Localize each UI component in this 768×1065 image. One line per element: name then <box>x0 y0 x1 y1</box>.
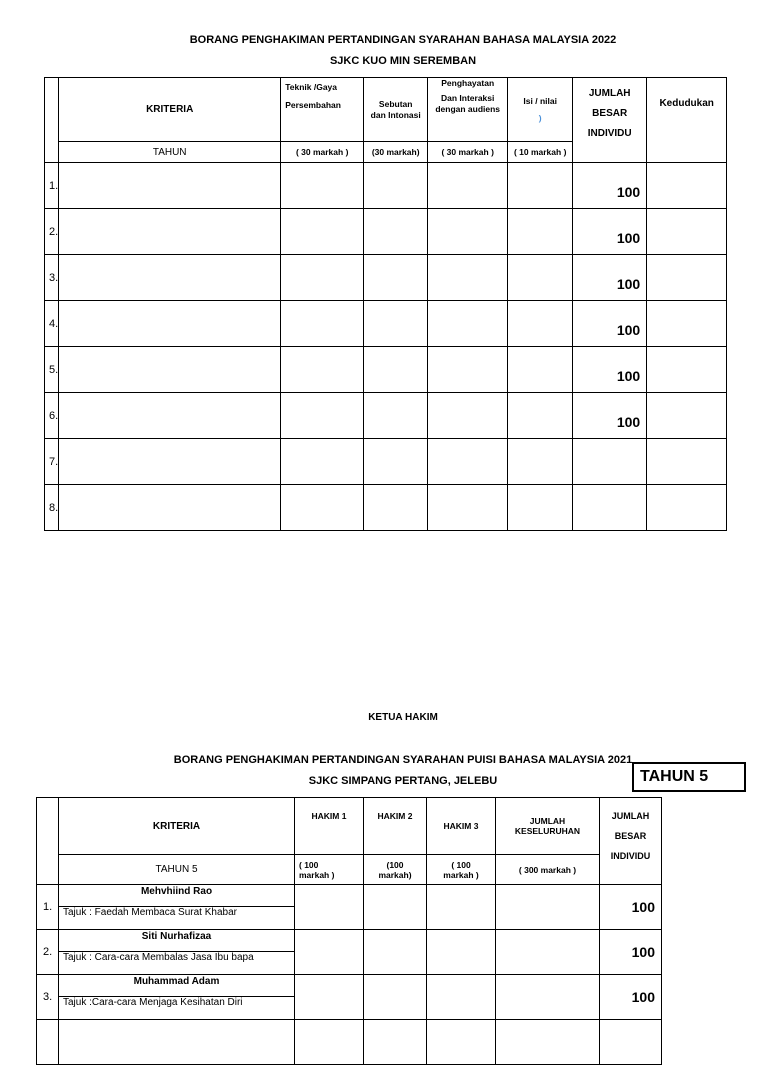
kriteria-cell[interactable] <box>59 347 281 393</box>
hakim3-marks: ( 100 markah ) <box>427 855 496 885</box>
table-row <box>37 975 662 1020</box>
jumlah-header: JUMLAH BESAR INDIVIDU <box>573 78 647 163</box>
row-number: 3. <box>37 975 59 1020</box>
row-index-header <box>45 78 59 163</box>
hakim2-cell[interactable] <box>364 975 427 1020</box>
participant-name: Siti Nurhafizaa <box>59 931 294 952</box>
teknik-cell[interactable] <box>281 301 364 347</box>
hakim1-cell[interactable] <box>295 975 364 1020</box>
table-row <box>45 393 727 439</box>
teknik-cell[interactable] <box>281 163 364 209</box>
sebutan-cell[interactable] <box>364 255 428 301</box>
jumlah-keseluruhan-cell[interactable] <box>496 1020 600 1065</box>
participant-topic: Tajuk : Cara-cara Membalas Jasa Ibu bapa <box>63 951 254 963</box>
hakim3-cell[interactable] <box>427 975 496 1020</box>
table-row <box>45 301 727 347</box>
hakim1-header: HAKIM 1 <box>295 798 364 855</box>
participant-name: Muhammad Adam <box>59 976 294 997</box>
form2-school: SJKC SIMPANG PERTANG, JELEBU <box>308 775 498 787</box>
jumlah-cell: 100 <box>573 209 647 255</box>
jumlah-cell <box>573 439 647 485</box>
teknik-header: Teknik /Gaya Persembahan <box>281 78 364 142</box>
sebutan-cell[interactable] <box>364 301 428 347</box>
row-number: 2. <box>45 209 59 255</box>
hakim2-cell[interactable] <box>364 1020 427 1065</box>
jumlah-keseluruhan-cell[interactable] <box>496 930 600 975</box>
row-number: 1. <box>45 163 59 209</box>
kriteria-header: KRITERIA <box>59 78 281 142</box>
hakim3-cell[interactable] <box>427 885 496 930</box>
teknik-marks: ( 30 markah ) <box>281 142 364 163</box>
isi-cell[interactable] <box>508 301 573 347</box>
kedudukan-cell[interactable] <box>647 485 727 531</box>
table-row <box>37 885 662 930</box>
form1-title: BORANG PENGHAKIMAN PERTANDINGAN SYARAHAN BAHASA MALAYSIA 2022 <box>189 34 617 46</box>
tahun-label: TAHUN 5 <box>59 855 295 885</box>
sebutan-cell[interactable] <box>364 393 428 439</box>
penghayatan-cell[interactable] <box>428 209 508 255</box>
row-number: 4. <box>45 301 59 347</box>
jumlah-cell: 100 <box>573 347 647 393</box>
isi-cell[interactable] <box>508 439 573 485</box>
penghayatan-marks: ( 30 markah ) <box>428 142 508 163</box>
row-number: 6. <box>45 393 59 439</box>
table-row <box>37 930 662 975</box>
isi-cell[interactable] <box>508 163 573 209</box>
sebutan-cell[interactable] <box>364 347 428 393</box>
table-row <box>45 439 727 485</box>
kedudukan-cell[interactable] <box>647 255 727 301</box>
penghayatan-cell[interactable] <box>428 485 508 531</box>
isi-cell[interactable] <box>508 485 573 531</box>
kedudukan-cell[interactable] <box>647 163 727 209</box>
hakim2-header: HAKIM 2 <box>364 798 427 855</box>
row-number: 5. <box>45 347 59 393</box>
tahun-label: TAHUN <box>59 142 281 163</box>
jumlah-cell: 100 <box>573 301 647 347</box>
penghayatan-cell[interactable] <box>428 393 508 439</box>
ketua-hakim-label: KETUA HAKIM <box>368 712 438 723</box>
total-marks: ( 300 markah ) <box>496 855 600 885</box>
isi-cell[interactable] <box>508 347 573 393</box>
kedudukan-cell[interactable] <box>647 301 727 347</box>
row-number: 1. <box>37 885 59 930</box>
kriteria-cell[interactable] <box>59 163 281 209</box>
isi-cell[interactable] <box>508 393 573 439</box>
table-row <box>45 209 727 255</box>
table-row <box>45 255 727 301</box>
form2-table <box>36 797 662 1065</box>
isi-header: Isi / nilai ) <box>508 78 573 142</box>
kriteria-cell[interactable] <box>59 439 281 485</box>
isi-cell[interactable] <box>508 255 573 301</box>
jumlah-header: JUMLAH BESAR INDIVIDU <box>600 798 662 885</box>
hakim3-cell[interactable] <box>427 930 496 975</box>
sebutan-cell[interactable] <box>364 485 428 531</box>
teknik-cell[interactable] <box>281 485 364 531</box>
kedudukan-cell[interactable] <box>647 439 727 485</box>
kriteria-cell[interactable] <box>59 485 281 531</box>
jumlah-cell: 100 <box>600 885 662 930</box>
row-number: 2. <box>37 930 59 975</box>
hakim2-marks: (100 markah) <box>364 855 427 885</box>
hakim1-cell[interactable] <box>295 885 364 930</box>
jumlah-cell: 100 <box>573 393 647 439</box>
isi-marks: ( 10 markah ) <box>508 142 573 163</box>
kriteria-cell[interactable] <box>59 209 281 255</box>
form1-table <box>44 77 727 531</box>
kriteria-cell[interactable] <box>59 301 281 347</box>
participant-cell <box>59 975 295 1020</box>
table-row-partial <box>37 1020 662 1065</box>
form1-school: SJKC KUO MIN SEREMBAN <box>329 55 477 67</box>
participant-topic: Tajuk :Cara-cara Menjaga Kesihatan Diri <box>63 996 243 1008</box>
row-number: 8. <box>45 485 59 531</box>
teknik-cell[interactable] <box>281 255 364 301</box>
kriteria-cell[interactable] <box>59 255 281 301</box>
hakim1-marks: ( 100 markah ) <box>295 855 364 885</box>
row-index-header <box>37 798 59 885</box>
participant-name: Mehvhiind Rao <box>59 886 294 907</box>
kriteria-cell[interactable] <box>59 393 281 439</box>
participant-cell <box>59 885 295 930</box>
kedudukan-cell[interactable] <box>647 209 727 255</box>
sebutan-cell[interactable] <box>364 209 428 255</box>
sebutan-header: Sebutan dan Intonasi <box>364 78 428 142</box>
form2-title: BORANG PENGHAKIMAN PERTANDINGAN SYARAHAN PUISI BAHASA MALAYSIA 2021 <box>173 754 633 766</box>
teknik-cell[interactable] <box>281 347 364 393</box>
sebutan-cell[interactable] <box>364 163 428 209</box>
hakim3-header: HAKIM 3 <box>427 798 496 855</box>
teknik-cell[interactable] <box>281 439 364 485</box>
kedudukan-cell[interactable] <box>647 393 727 439</box>
hakim2-cell[interactable] <box>364 885 427 930</box>
penghayatan-cell[interactable] <box>428 255 508 301</box>
penghayatan-cell[interactable] <box>428 301 508 347</box>
table-row <box>45 163 727 209</box>
row-number: 7. <box>45 439 59 485</box>
isi-cell[interactable] <box>508 209 573 255</box>
teknik-cell[interactable] <box>281 209 364 255</box>
sebutan-marks: (30 markah) <box>364 142 428 163</box>
table-row <box>45 485 727 531</box>
jumlah-keseluruhan-cell[interactable] <box>496 975 600 1020</box>
jumlah-keseluruhan-header: JUMLAH KESELURUHAN <box>496 798 600 855</box>
participant-cell <box>59 930 295 975</box>
row-number: 3. <box>45 255 59 301</box>
jumlah-cell: 100 <box>573 255 647 301</box>
tahun-badge: TAHUN 5 <box>632 762 746 792</box>
jumlah-cell <box>600 1020 662 1065</box>
hakim2-cell[interactable] <box>364 930 427 975</box>
penghayatan-header: Penghayatan Dan Interaksi dengan audiens <box>428 78 508 142</box>
penghayatan-cell[interactable] <box>428 163 508 209</box>
jumlah-cell: 100 <box>600 930 662 975</box>
penghayatan-cell[interactable] <box>428 439 508 485</box>
hakim3-cell[interactable] <box>427 1020 496 1065</box>
hakim1-cell[interactable] <box>295 930 364 975</box>
sebutan-cell[interactable] <box>364 439 428 485</box>
kriteria-header: KRITERIA <box>59 798 295 855</box>
row-number <box>37 1020 59 1065</box>
jumlah-cell <box>573 485 647 531</box>
jumlah-keseluruhan-cell[interactable] <box>496 885 600 930</box>
kedudukan-cell[interactable] <box>647 347 727 393</box>
table-row <box>45 347 727 393</box>
penghayatan-cell[interactable] <box>428 347 508 393</box>
participant-topic: Tajuk : Faedah Membaca Surat Khabar <box>63 906 237 918</box>
hakim1-cell[interactable] <box>295 1020 364 1065</box>
jumlah-cell: 100 <box>573 163 647 209</box>
jumlah-cell: 100 <box>600 975 662 1020</box>
participant-cell <box>59 1020 295 1065</box>
teknik-cell[interactable] <box>281 393 364 439</box>
kedudukan-header: Kedudukan <box>647 78 727 163</box>
